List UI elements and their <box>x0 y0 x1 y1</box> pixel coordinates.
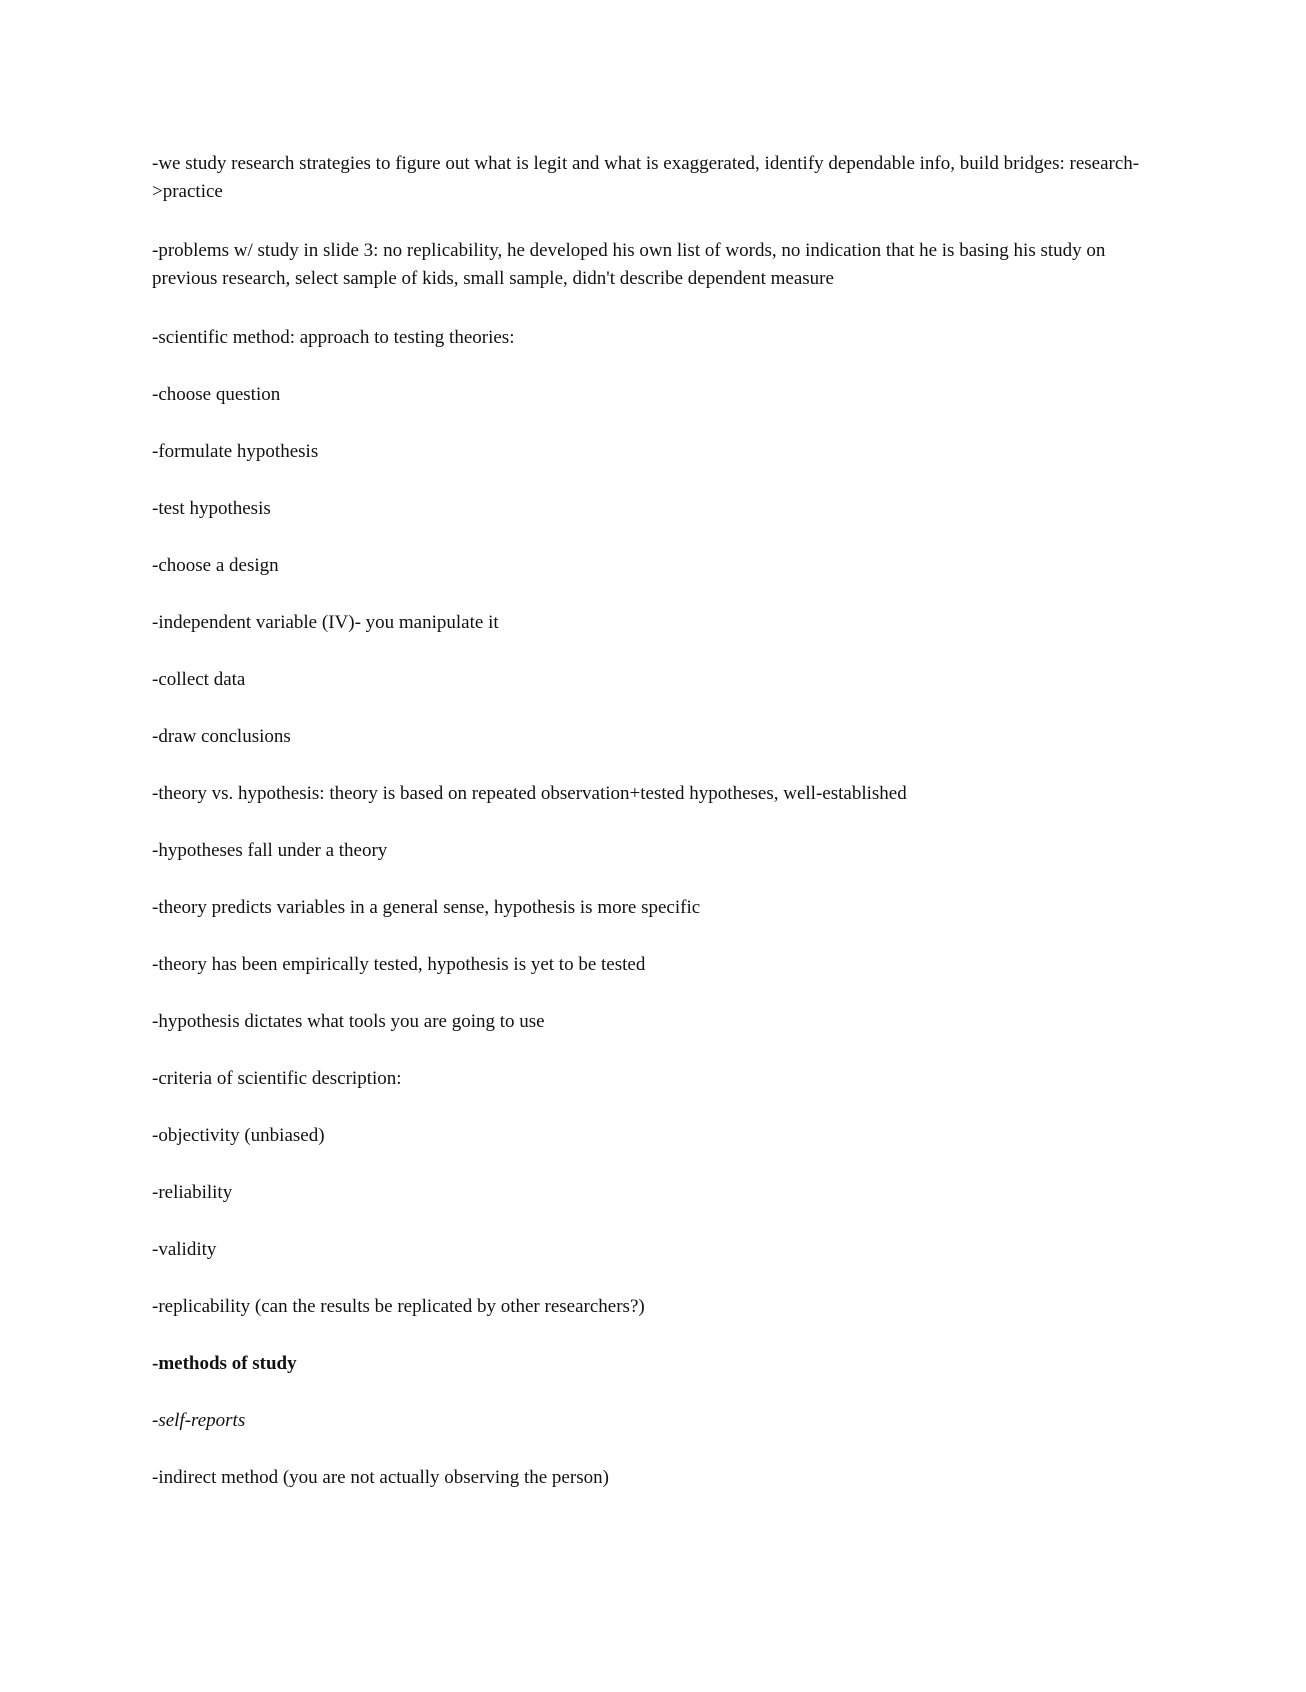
note-indirect-method: -indirect method (you are not actually observing the person) <box>152 1467 609 1488</box>
note-test-hypothesis: -test hypothesis <box>152 498 271 519</box>
note-choose-question: -choose question <box>152 384 281 405</box>
note-theory-predicts: -theory predicts variables in a general sense, hypothesis is more specific <box>152 897 701 918</box>
note-criteria-description: -criteria of scientific description: <box>152 1068 402 1089</box>
document-body <box>152 150 1147 1492</box>
note-theory-tested: -theory has been empirically tested, hypothesis is yet to be tested <box>152 954 646 975</box>
note-objectivity: -objectivity (unbiased) <box>152 1125 325 1146</box>
note-research-strategies: -we study research strategies to figure out what is legit and what is exaggerated, identify dependable info, build bridges: research->practice <box>152 153 1140 202</box>
note-problems-slide-3: -problems w/ study in slide 3: no replicability, he developed his own list of words, no indication that he is basing his study on previous research, select sample of kids, small sample, didn't describe dependent measure <box>152 240 1106 289</box>
note-choose-design: -choose a design <box>152 555 279 576</box>
note-theory-vs-hypothesis: -theory vs. hypothesis: theory is based on repeated observation+tested hypotheses, well-established <box>152 783 907 804</box>
note-reliability: -reliability <box>152 1182 233 1203</box>
note-hypotheses-under-theory: -hypotheses fall under a theory <box>152 840 388 861</box>
note-hypothesis-tools: -hypothesis dictates what tools you are going to use <box>152 1011 545 1032</box>
note-replicability: -replicability (can the results be replicated by other researchers?) <box>152 1296 645 1317</box>
heading-methods-of-study: -methods of study <box>152 1353 297 1374</box>
subheading-self-reports: -self-reports <box>152 1410 246 1431</box>
note-collect-data: -collect data <box>152 669 246 690</box>
note-validity: -validity <box>152 1239 217 1260</box>
note-independent-variable: -independent variable (IV)- you manipulate it <box>152 612 499 633</box>
note-scientific-method: -scientific method: approach to testing theories: <box>152 327 515 348</box>
note-draw-conclusions: -draw conclusions <box>152 726 291 747</box>
note-formulate-hypothesis: -formulate hypothesis <box>152 441 319 462</box>
